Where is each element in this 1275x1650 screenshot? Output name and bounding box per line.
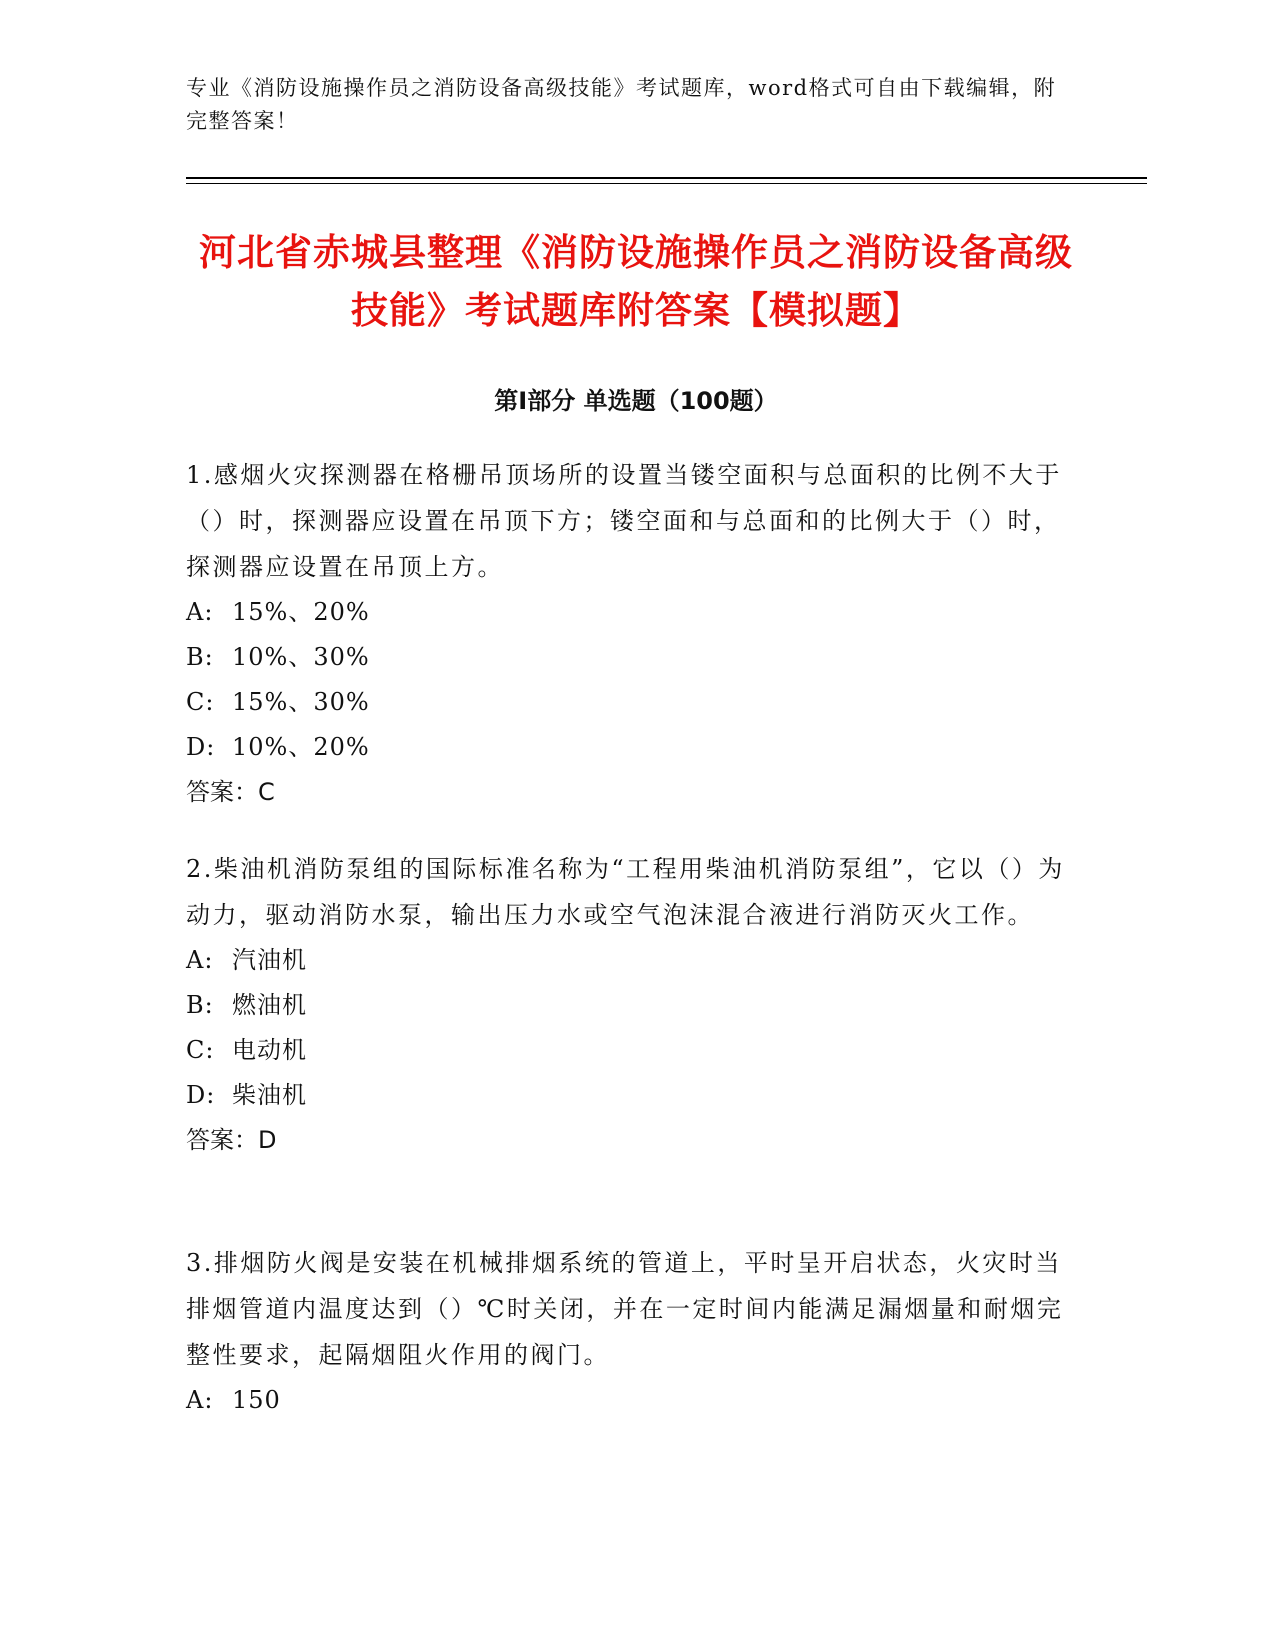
header-rule-thin: [186, 183, 1147, 184]
option-label: C:: [186, 1036, 215, 1064]
question-1: [186, 452, 1066, 815]
question-2: [186, 846, 1066, 1163]
option-label: A:: [186, 598, 214, 626]
question-text: 3.排烟防火阀是安装在机械排烟系统的管道上，平时呈开启状态，火灾时当排烟管道内温度达到（）℃时关闭，并在一定时间内能满足漏烟量和耐烟完整性要求，起隔烟阻火作用的阀门。: [186, 1249, 1064, 1369]
option-label: B:: [186, 991, 214, 1019]
option-d: [186, 1073, 1066, 1118]
option-label: C:: [186, 688, 215, 716]
option-d: [186, 725, 1066, 770]
option-value: 电动机: [232, 1036, 307, 1064]
header-rule-thick: [186, 177, 1147, 179]
option-label: B:: [186, 643, 214, 671]
option-value: 燃油机: [232, 991, 307, 1019]
option-b: [186, 983, 1066, 1028]
option-label: D:: [186, 1081, 216, 1109]
option-a: [186, 1378, 1066, 1423]
option-label: A:: [186, 946, 214, 974]
option-value: 15%、20%: [232, 598, 370, 626]
option-value: 15%、30%: [232, 688, 370, 716]
header-note: 专业《消防设施操作员之消防设备高级技能》考试题库，word格式可自由下载编辑，附完整答案！: [186, 76, 1057, 133]
option-value: 10%、30%: [232, 643, 370, 671]
option-value: 150: [232, 1386, 281, 1414]
option-value: 10%、20%: [232, 733, 370, 761]
document-title: 河北省赤城县整理《消防设施操作员之消防设备高级技能》考试题库附答案【模拟题】: [199, 231, 1073, 332]
option-c: [186, 680, 1066, 725]
question-text: 2.柴油机消防泵组的国际标准名称为“工程用柴油机消防泵组”，它以（）为动力，驱动消防水泵，输出压力水或空气泡沫混合液进行消防灭火工作。: [186, 855, 1065, 929]
answer: 答案：C: [186, 778, 275, 806]
option-c: [186, 1028, 1066, 1073]
option-label: A:: [186, 1386, 214, 1414]
question-text: 1.感烟火灾探测器在格栅吊顶场所的设置当镂空面积与总面积的比例不大于（）时，探测器应设置在吊顶下方；镂空面和与总面和的比例大于（）时，探测器应设置在吊顶上方。: [186, 461, 1062, 581]
option-value: 柴油机: [232, 1081, 307, 1109]
answer: 答案：D: [186, 1126, 277, 1154]
option-a: [186, 938, 1066, 983]
question-3: [186, 1240, 1066, 1423]
option-a: [186, 590, 1066, 635]
section-title: 第Ⅰ部分 单选题（100题）: [494, 387, 778, 415]
option-value: 汽油机: [232, 946, 307, 974]
option-label: D:: [186, 733, 216, 761]
option-b: [186, 635, 1066, 680]
